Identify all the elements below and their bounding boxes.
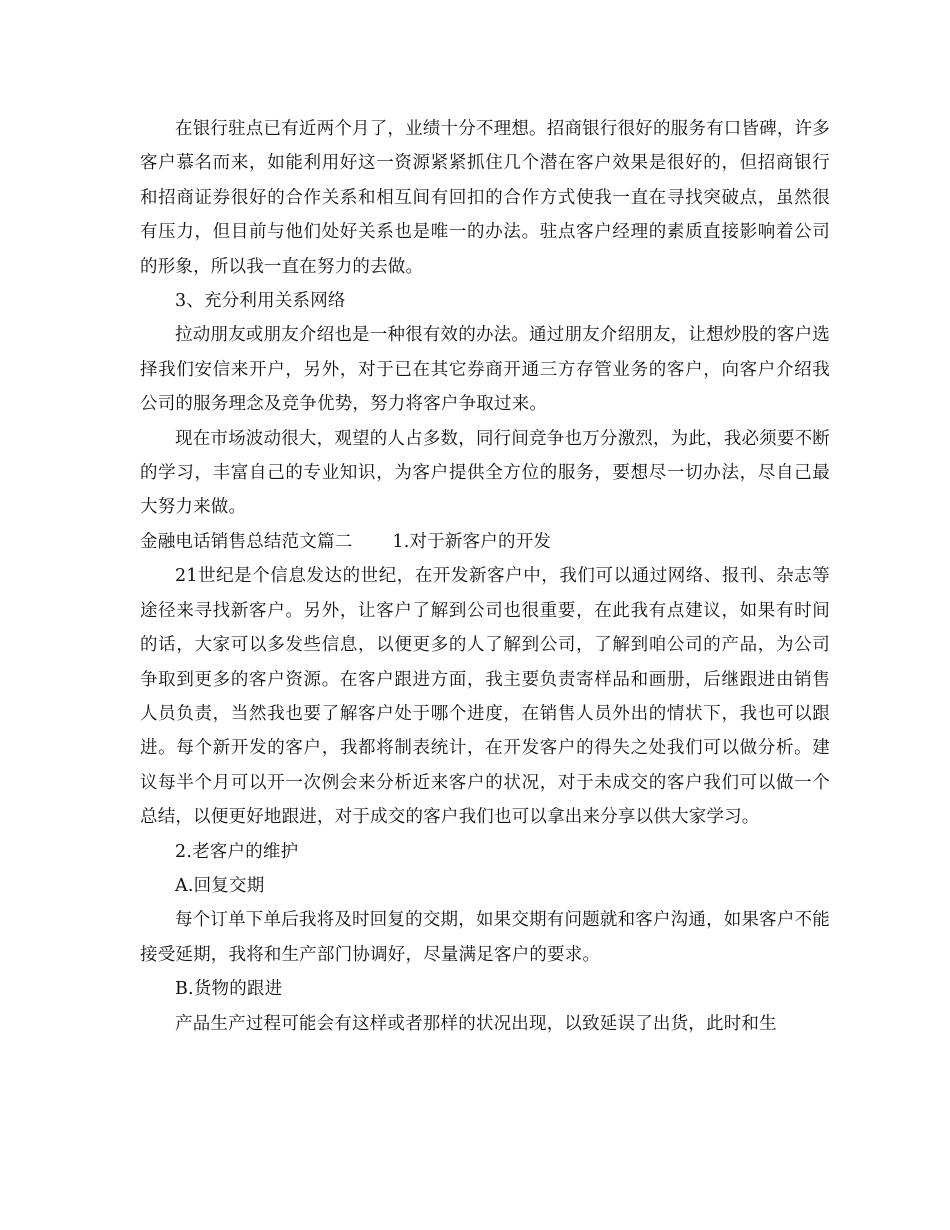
paragraph-production-process: 产品生产过程可能会有这样或者那样的状况出现，以致延误了出货，此时和生 xyxy=(175,1013,777,1034)
heading-old-customers: 2.老客户的维护 xyxy=(175,841,299,862)
paragraph-new-customers: 21世纪是个信息发达的世纪，在开发新客户中，我们可以通过网络、报刊、杂志等途径来寻找新客户。另外，让客户了解到公司也很重要，在此我有点建议，如果有时间的话，大家可以多发些信息，以便更多的人了解到公司，了解到咱公司的产品，为公司争取到更多的客户资源。在客户跟进方面，我主要负责寄样品和画册，后继跟进由销售人员负责，当然我也要了解客户处于哪个进度，在销售人员外出的情状下，我也可以跟进。每个新开发的客户，我都将制表统计，在开发客户的得失之处我们可以做分析。建议每半个月可以开一次例会来分析近来客户的状况，对于未成交的客户我们可以做一个总结，以便更好地跟进，对于成交的客户我们也可以拿出来分享以供大家学习。 xyxy=(140,566,830,828)
section-first-item: 1.对于新客户的开发 xyxy=(392,531,552,552)
paragraph-bank-station: 在银行驻点已有近两个月了，业绩十分不理想。招商银行很好的服务有口皆碑，许多客户慕名而来，如能利用好这一资源紧紧抓住几个潜在客户效果是很好的，但招商银行和招商证券很好的合作关系和相互间有回扣的合作方式使我一直在寻找突破点，虽然很有压力，但目前与他们处好关系也是唯一的办法。驻点客户经理的素质直接影响着公司的形象，所以我一直在努力的去做。 xyxy=(140,119,830,277)
section-title: 金融电话销售总结范文篇二 xyxy=(140,531,353,552)
document-body xyxy=(140,112,830,1041)
heading-relationship-network: 3、充分利用关系网络 xyxy=(175,291,346,312)
section-heading-line xyxy=(140,525,830,559)
paragraph-delivery-reply: 每个订单下单后我将及时回复的交期，如果交期有问题就和客户沟通，如果客户不能接受延期，我将和生产部门协调好，尽量满足客户的要求。 xyxy=(140,910,830,965)
paragraph-friend-referral: 拉动朋友或朋友介绍也是一种很有效的办法。通过朋友介绍朋友，让想炒股的客户选择我们安信来开户，另外，对于已在其它券商开通三方存管业务的客户，向客户介绍我公司的服务理念及竞争优势，努力将客户争取过来。 xyxy=(140,325,830,415)
heading-goods-followup: B.货物的跟进 xyxy=(175,979,283,1000)
heading-reply-delivery: A.回复交期 xyxy=(175,875,265,896)
paragraph-market-competition: 现在市场波动很大，观望的人占多数，同行间竞争也万分激烈，为此，我必须要不断的学习，丰富自己的专业知识，为客户提供全方位的服务，要想尽一切办法，尽自己最大努力来做。 xyxy=(140,428,830,518)
